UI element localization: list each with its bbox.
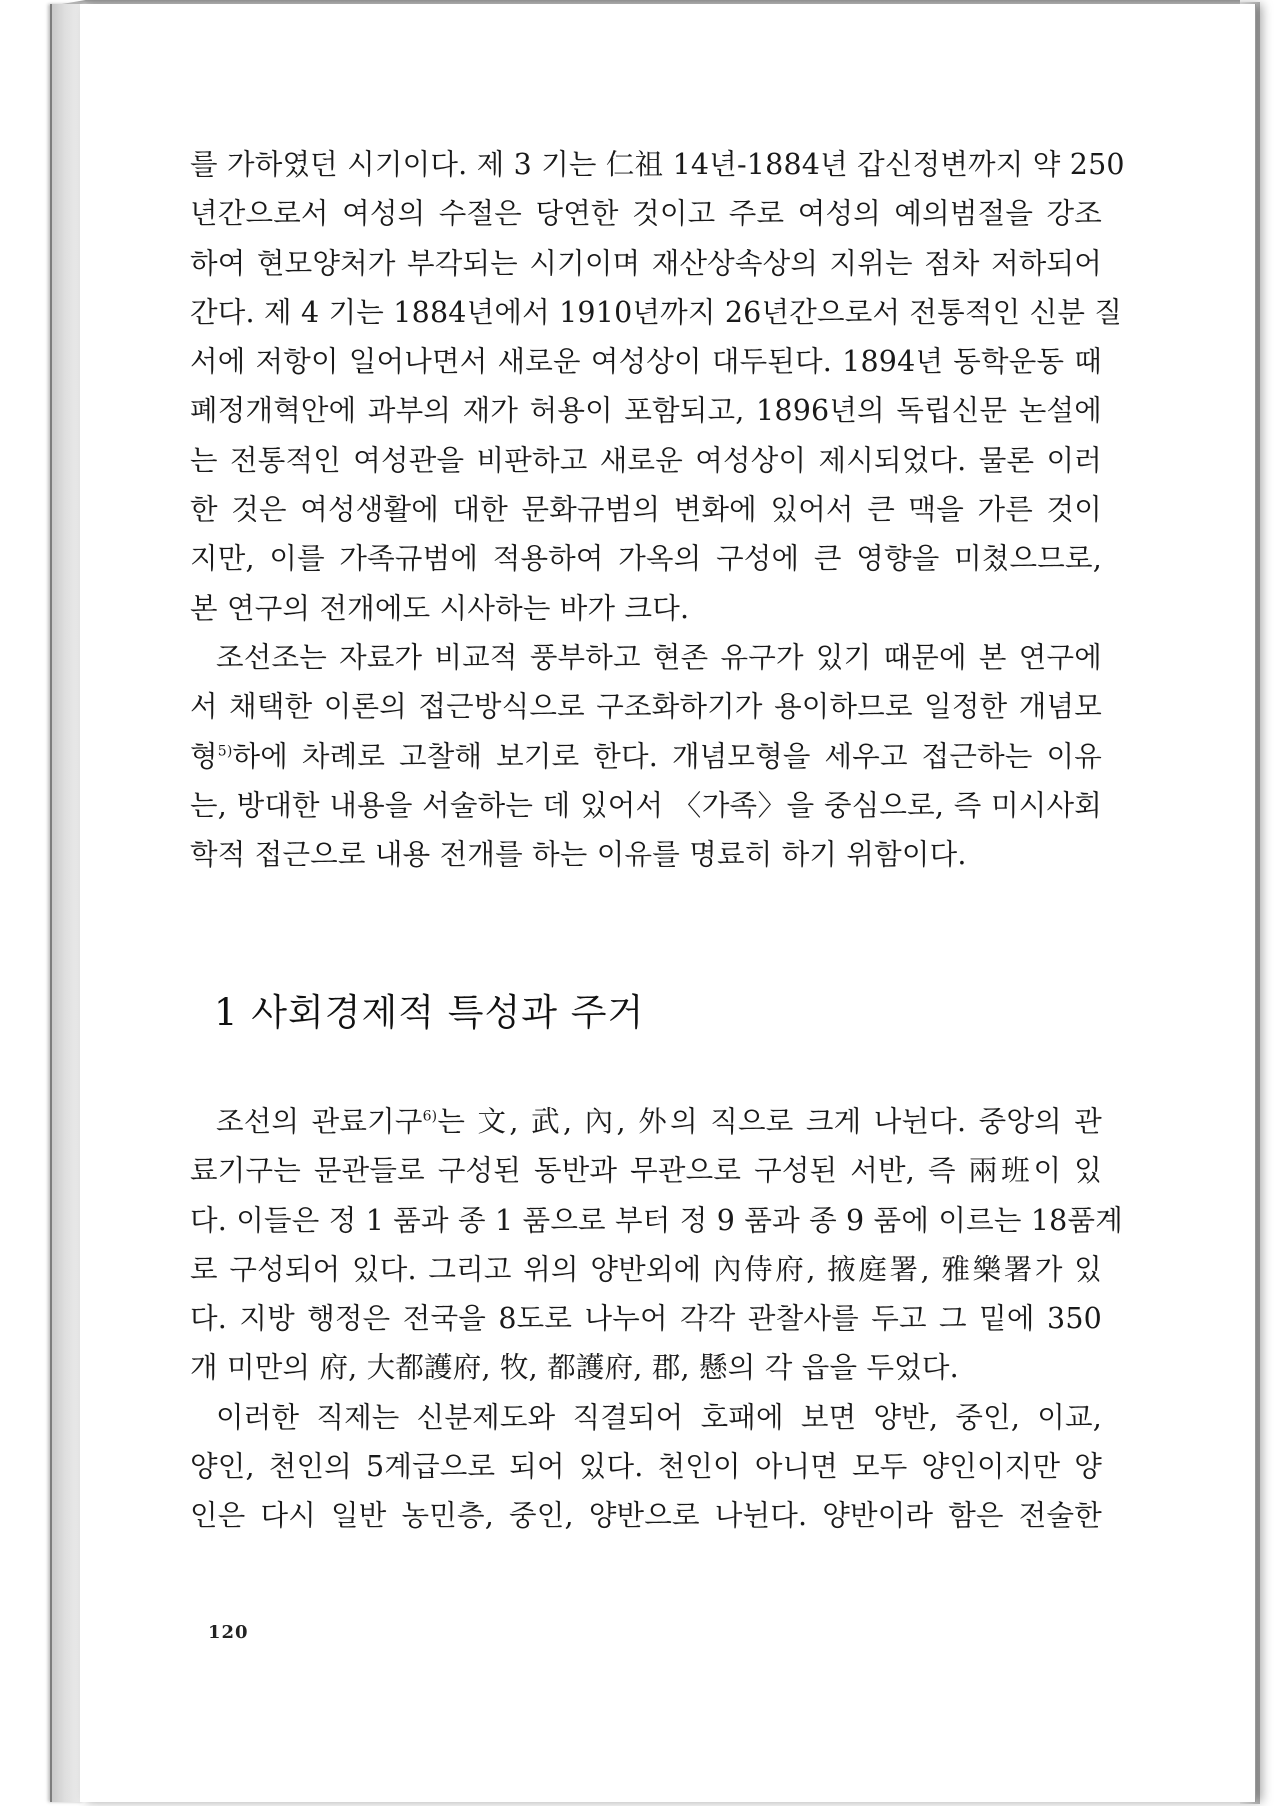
text-line-content: 는 文, 武, 內, 外의 직으로 크게 나뉜다. 중앙의 관 <box>437 1105 1102 1138</box>
text-line <box>190 584 1102 633</box>
text-line <box>190 1442 1102 1491</box>
text-line-content: 는, 방대한 내용을 서술하는 데 있어서 〈가족〉을 중심으로, 즉 미시사회 <box>190 788 1102 822</box>
text-line-content: 하에 차례로 고찰해 보기로 한다. 개념모형을 세우고 접근하는 이유 <box>232 739 1102 773</box>
text-line-content: 본 연구의 전개에도 시사하는 바가 크다. <box>190 591 690 625</box>
text-line <box>190 732 1102 781</box>
text-line-content: 료기구는 문관들로 구성된 동반과 무관으로 구성된 서반, 즉 兩班이 있 <box>190 1154 1102 1188</box>
text-line <box>190 781 1102 830</box>
text-line-content: 로 구성되어 있다. 그리고 위의 양반외에 內侍府, 掖庭署, 雅樂署가 있 <box>190 1252 1102 1286</box>
text-line-content: 다. 이들은 정 1 품과 종 1 품으로 부터 정 9 품과 종 9 품에 이르는 18품계 <box>190 1203 1123 1237</box>
section-title: 1 사회경제적 특성과 주거 <box>214 991 645 1034</box>
text-line-content: 년간으로서 여성의 수절은 당연한 것이고 주로 여성의 예의범절을 강조 <box>190 197 1102 231</box>
text-line <box>190 1491 1102 1540</box>
text-line <box>190 436 1102 485</box>
text-line <box>190 1097 1102 1146</box>
text-line-content: 학적 접근으로 내용 전개를 하는 이유를 명료히 하기 위함이다. <box>190 838 967 872</box>
text-line-content: 인은 다시 일반 농민층, 중인, 양반으로 나뉜다. 양반이라 함은 전술한 <box>190 1499 1102 1533</box>
text-line <box>190 1196 1123 1245</box>
text-line <box>190 1294 1102 1343</box>
text-line-content: 폐정개혁안에 과부의 재가 허용이 포함되고, 1896년의 독립신문 논설에 <box>190 394 1102 428</box>
text-line-content: 서 채택한 이론의 접근방식으로 구조화하기가 용이하므로 일정한 개념모 <box>190 690 1102 724</box>
body-text-bottom <box>190 1097 1123 1541</box>
text-line-content: 하여 현모양처가 부각되는 시기이며 재산상속상의 지위는 점차 저하되어 <box>190 246 1102 280</box>
text-line <box>190 682 1102 731</box>
book-spine <box>50 4 84 1802</box>
text-line-content: 한 것은 여성생활에 대한 문화규범의 변화에 있어서 큰 맥을 가른 것이 <box>190 493 1102 527</box>
text-line <box>190 830 1102 879</box>
text-line <box>190 1393 1102 1442</box>
text-line <box>190 337 1102 386</box>
text-line-content: 를 가하였던 시기이다. 제 3 기는 仁祖 14년-1884년 갑신정변까지 약 250 <box>190 148 1125 181</box>
text-line-content: 는 전통적인 여성관을 비판하고 새로운 여성상이 제시되었다. 물론 이러 <box>190 443 1102 477</box>
text-line <box>190 288 1123 337</box>
text-line <box>190 534 1102 583</box>
text-line <box>190 189 1102 238</box>
text-line-content: 개 미만의 府, 大都護府, 牧, 都護府, 郡, 懸의 각 읍을 두었다. <box>190 1351 959 1385</box>
text-line-content: 다. 지방 행정은 전국을 8도로 나누어 각각 관찰사를 두고 그 밑에 350 <box>190 1302 1102 1336</box>
text-line <box>190 1343 1102 1392</box>
text-line-content: 형 <box>190 739 218 773</box>
text-line <box>190 386 1102 435</box>
text-line <box>190 140 1125 189</box>
text-line-content: 이러한 직제는 신분제도와 직결되어 호패에 보면 양반, 중인, 이교, <box>216 1400 1102 1434</box>
text-line <box>190 1146 1102 1195</box>
body-text-top <box>190 140 1125 879</box>
text-line-content: 간다. 제 4 기는 1884년에서 1910년까지 26년간으로서 전통적인 신분 질 <box>190 295 1123 329</box>
text-line <box>190 485 1102 534</box>
text-line <box>190 1245 1102 1294</box>
text-line <box>190 633 1102 682</box>
page-number: 120 <box>208 1622 249 1643</box>
text-line-content: 조선의 관료기구 <box>216 1105 423 1138</box>
text-line-content: 서에 저항이 일어나면서 새로운 여성상이 대두된다. 1894년 동학운동 때 <box>190 345 1102 379</box>
footnote-marker: 6) <box>422 1108 438 1125</box>
text-line-content: 지만, 이를 가족규범에 적용하여 가옥의 구성에 큰 영향을 미쳤으므로, <box>190 542 1102 576</box>
text-line-content: 조선조는 자료가 비교적 풍부하고 현존 유구가 있기 때문에 본 연구에 <box>216 640 1102 674</box>
text-line-content: 양인, 천인의 5계급으로 되어 있다. 천인이 아니면 모두 양인이지만 양 <box>190 1450 1102 1484</box>
text-line <box>190 239 1102 288</box>
footnote-marker: 5) <box>217 743 233 760</box>
